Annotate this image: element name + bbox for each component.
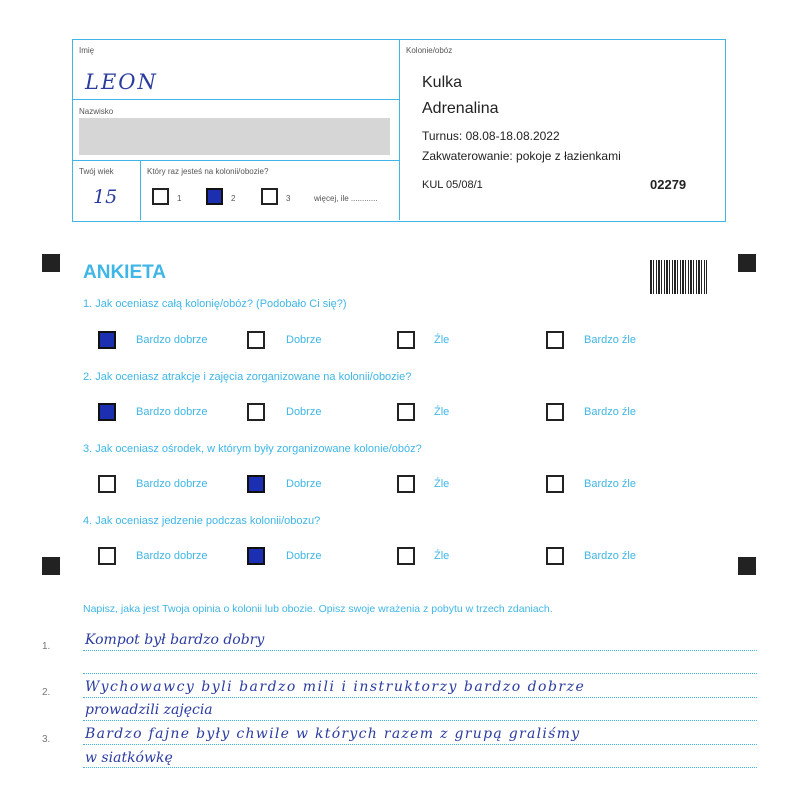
name-label: Imię [79, 46, 95, 55]
q4-option-4-checkbox[interactable] [546, 547, 564, 565]
opinion-line-4: Bardzo fajne były chwile w których razem z grupą graliśmy [85, 726, 581, 742]
survey-title: ANKIETA [83, 262, 167, 283]
q3-option-1-label: Bardzo dobrze [136, 478, 208, 490]
question-2: 2. Jak oceniasz atrakcje i zajęcia zorganizowane na kolonii/obozie? [83, 371, 412, 383]
q1-option-2-label: Dobrze [286, 334, 322, 346]
age-value: 15 [93, 186, 118, 208]
accommodation-text: Zakwaterowanie: pokoje z łazienkami [422, 149, 621, 163]
camp-name-1: Kulka [422, 74, 463, 91]
camp-label: Kolonie/obóz [406, 46, 453, 55]
q2-option-4-label: Bardzo źle [584, 406, 636, 418]
q3-option-4-checkbox[interactable] [546, 475, 564, 493]
line-number: 1. [42, 641, 51, 652]
q4-option-1-label: Bardzo dobrze [136, 550, 208, 562]
times-option-label: 1 [177, 194, 182, 203]
age-label: Twój wiek [79, 167, 114, 176]
writing-line [83, 697, 757, 698]
header-divider [72, 160, 399, 161]
q2-option-3-checkbox[interactable] [397, 403, 415, 421]
q1-option-1-label: Bardzo dobrze [136, 334, 208, 346]
question-1: 1. Jak oceniasz całą kolonię/obóz? (Podobało Ci się?) [83, 298, 347, 310]
q4-option-3-checkbox[interactable] [397, 547, 415, 565]
times-option-label: 3 [286, 194, 291, 203]
q1-option-4-checkbox[interactable] [546, 331, 564, 349]
times-label: Który raz jesteś na kolonii/obozie? [147, 167, 269, 176]
times-checkbox-1[interactable] [152, 188, 169, 205]
q2-option-3-label: Źle [434, 406, 450, 418]
opinion-line-3: prowadzili zajęcia [85, 702, 213, 718]
q2-option-4-checkbox[interactable] [546, 403, 564, 421]
header-divider [140, 160, 141, 220]
writing-line [83, 650, 757, 651]
line-number: 2. [42, 687, 51, 698]
opinion-prompt: Napisz, jaka jest Twoja opinia o kolonii lub obozie. Opisz swoje wrażenia z pobytu w trzech zdaniach. [83, 603, 553, 615]
q4-option-4-label: Bardzo źle [584, 550, 636, 562]
q2-option-2-label: Dobrze [286, 406, 322, 418]
name-value: LEON [85, 70, 158, 94]
registration-marker [42, 254, 60, 272]
times-checkbox-3[interactable] [261, 188, 278, 205]
opinion-line-2: Wychowawcy byli bardzo mili i instruktorzy bardzo dobrze [85, 679, 586, 695]
barcode [650, 260, 707, 294]
question-3: 3. Jak oceniasz ośrodek, w którym były zorganizowane kolonie/obóz? [83, 443, 422, 455]
writing-line [83, 744, 757, 745]
camp-name-2: Adrenalina [422, 100, 499, 117]
writing-line [83, 767, 757, 768]
header-divider [72, 99, 399, 100]
q4-option-2-label: Dobrze [286, 550, 322, 562]
camp-code: KUL 05/08/1 [422, 179, 483, 191]
opinion-line-1: Kompot był bardzo dobry [85, 632, 265, 648]
q1-option-1-checkbox[interactable] [98, 331, 116, 349]
surname-redacted [79, 118, 390, 155]
times-more-label: więcej, ile ............ [314, 194, 378, 203]
q1-option-4-label: Bardzo źle [584, 334, 636, 346]
q1-option-2-checkbox[interactable] [247, 331, 265, 349]
q4-option-1-checkbox[interactable] [98, 547, 116, 565]
opinion-line-5: w siatkówkę [85, 750, 173, 766]
q2-option-1-checkbox[interactable] [98, 403, 116, 421]
writing-line [83, 673, 757, 674]
times-checkbox-2[interactable] [206, 188, 223, 205]
surname-label: Nazwisko [79, 107, 114, 116]
q3-option-3-label: Źle [434, 478, 450, 490]
q4-option-3-label: Źle [434, 550, 450, 562]
registration-marker [42, 557, 60, 575]
line-number: 3. [42, 734, 51, 745]
form-number: 02279 [650, 177, 687, 192]
q1-option-3-checkbox[interactable] [397, 331, 415, 349]
q2-option-2-checkbox[interactable] [247, 403, 265, 421]
q3-option-2-label: Dobrze [286, 478, 322, 490]
q2-option-1-label: Bardzo dobrze [136, 406, 208, 418]
q3-option-3-checkbox[interactable] [397, 475, 415, 493]
writing-line [83, 720, 757, 721]
times-option-label: 2 [231, 194, 236, 203]
q3-option-4-label: Bardzo źle [584, 478, 636, 490]
question-4: 4. Jak oceniasz jedzenie podczas kolonii/obozu? [83, 515, 321, 527]
header-divider [399, 39, 400, 220]
turnus-text: Turnus: 08.08-18.08.2022 [422, 129, 560, 143]
q1-option-3-label: Źle [434, 334, 450, 346]
q3-option-2-checkbox[interactable] [247, 475, 265, 493]
registration-marker [738, 557, 756, 575]
registration-marker [738, 254, 756, 272]
q3-option-1-checkbox[interactable] [98, 475, 116, 493]
q4-option-2-checkbox[interactable] [247, 547, 265, 565]
